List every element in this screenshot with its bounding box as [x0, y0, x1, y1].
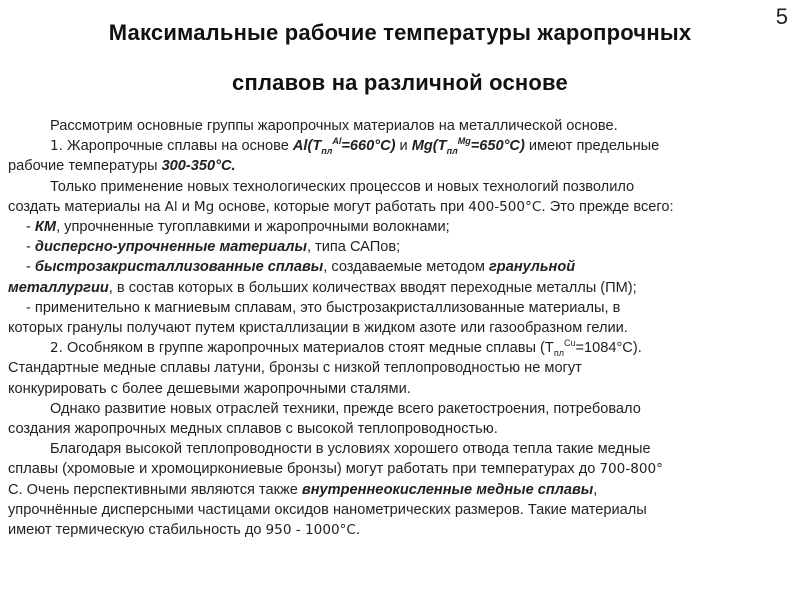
paragraph-5-line-4: упрочнённые дисперсными частицами оксидов нанометрических размеров. Такие материалы — [8, 501, 647, 518]
list-item-dispersion: - дисперсно-упрочненные материалы, типа САПов; — [26, 239, 401, 256]
paragraph-3-line-2: Стандартные медные сплавы латуни, бронзы с низкой теплопроводностью не могут — [8, 360, 582, 377]
paragraph-2-line-1: Только применение новых технологических процессов и новых технологий позволило — [50, 178, 635, 195]
body-text — [8, 116, 792, 540]
list-item-km: - КМ, упрочненные тугоплавкими и жаропрочными волокнами; — [26, 219, 450, 236]
slide-number: 5 — [775, 4, 788, 29]
paragraph-1-line-2: рабочие температуры 300-350°С. — [8, 158, 236, 175]
paragraph-5-line-5: имеют термическую стабильность до 950 - 1000°С. — [8, 522, 361, 539]
list-item-rapid-solidified-cont: металлургии, в состав которых в больших количествах вводят переходные металлы (ПМ); — [8, 279, 637, 296]
paragraph-5-line-1: Благодаря высокой теплопроводности в условиях хорошего отвода тепла такие медные — [50, 441, 651, 458]
paragraph-5-line-3: С. Очень перспективными являются также внутреннеокисленные медные сплавы, — [8, 481, 598, 498]
paragraph-3-line-3: конкурировать с более дешевыми жаропрочными сталями. — [8, 380, 411, 397]
paragraph-3-line-1: 2. Особняком в группе жаропрочных материалов стоят медные сплавы $(Т_{пл}^{Cu}=1084^\circ С)$. — [50, 338, 642, 359]
title-line-2: сплавов на различной основе — [232, 70, 568, 95]
list-item-magnesium: - применительно к магниевым сплавам, это быстрозакристаллизованные материалы, в — [26, 299, 621, 316]
paragraph-4-line-1: Однако развитие новых отраслей техники, прежде всего ракетостроения, потребовало — [50, 400, 641, 417]
intro-paragraph: Рассмотрим основные группы жаропрочных материалов на металлической основе. — [50, 118, 618, 134]
paragraph-2-line-2: создать материалы на Al и Mg основе, которые могут работать при 400-500°С. Это прежде всего: — [8, 198, 674, 215]
paragraph-4-line-2: создания жаропрочных медных сплавов с высокой теплопроводностью. — [8, 421, 498, 438]
paragraph-1-line-1: 1. Жаропрочные сплавы на основе $Al(T_{пл}^{Al}=660^\circ C)$ и $Mg(T_{пл}^{Mg}=650^\circ C)$ имеют предельные — [50, 136, 660, 157]
paragraph-5-line-2: сплавы (хромовые и хромоциркониевые бронзы) могут работать при температурах до 700-800° — [8, 461, 663, 478]
list-item-rapid-solidified: - быстрозакристаллизованные сплавы, создаваемые методом гранульной — [26, 259, 576, 276]
title-line-1: Максимальные рабочие температуры жаропрочных — [108, 20, 692, 45]
list-item-magnesium-cont: которых гранулы получают путем кристаллизации в жидком азоте или газообразном гелии. — [8, 320, 628, 337]
